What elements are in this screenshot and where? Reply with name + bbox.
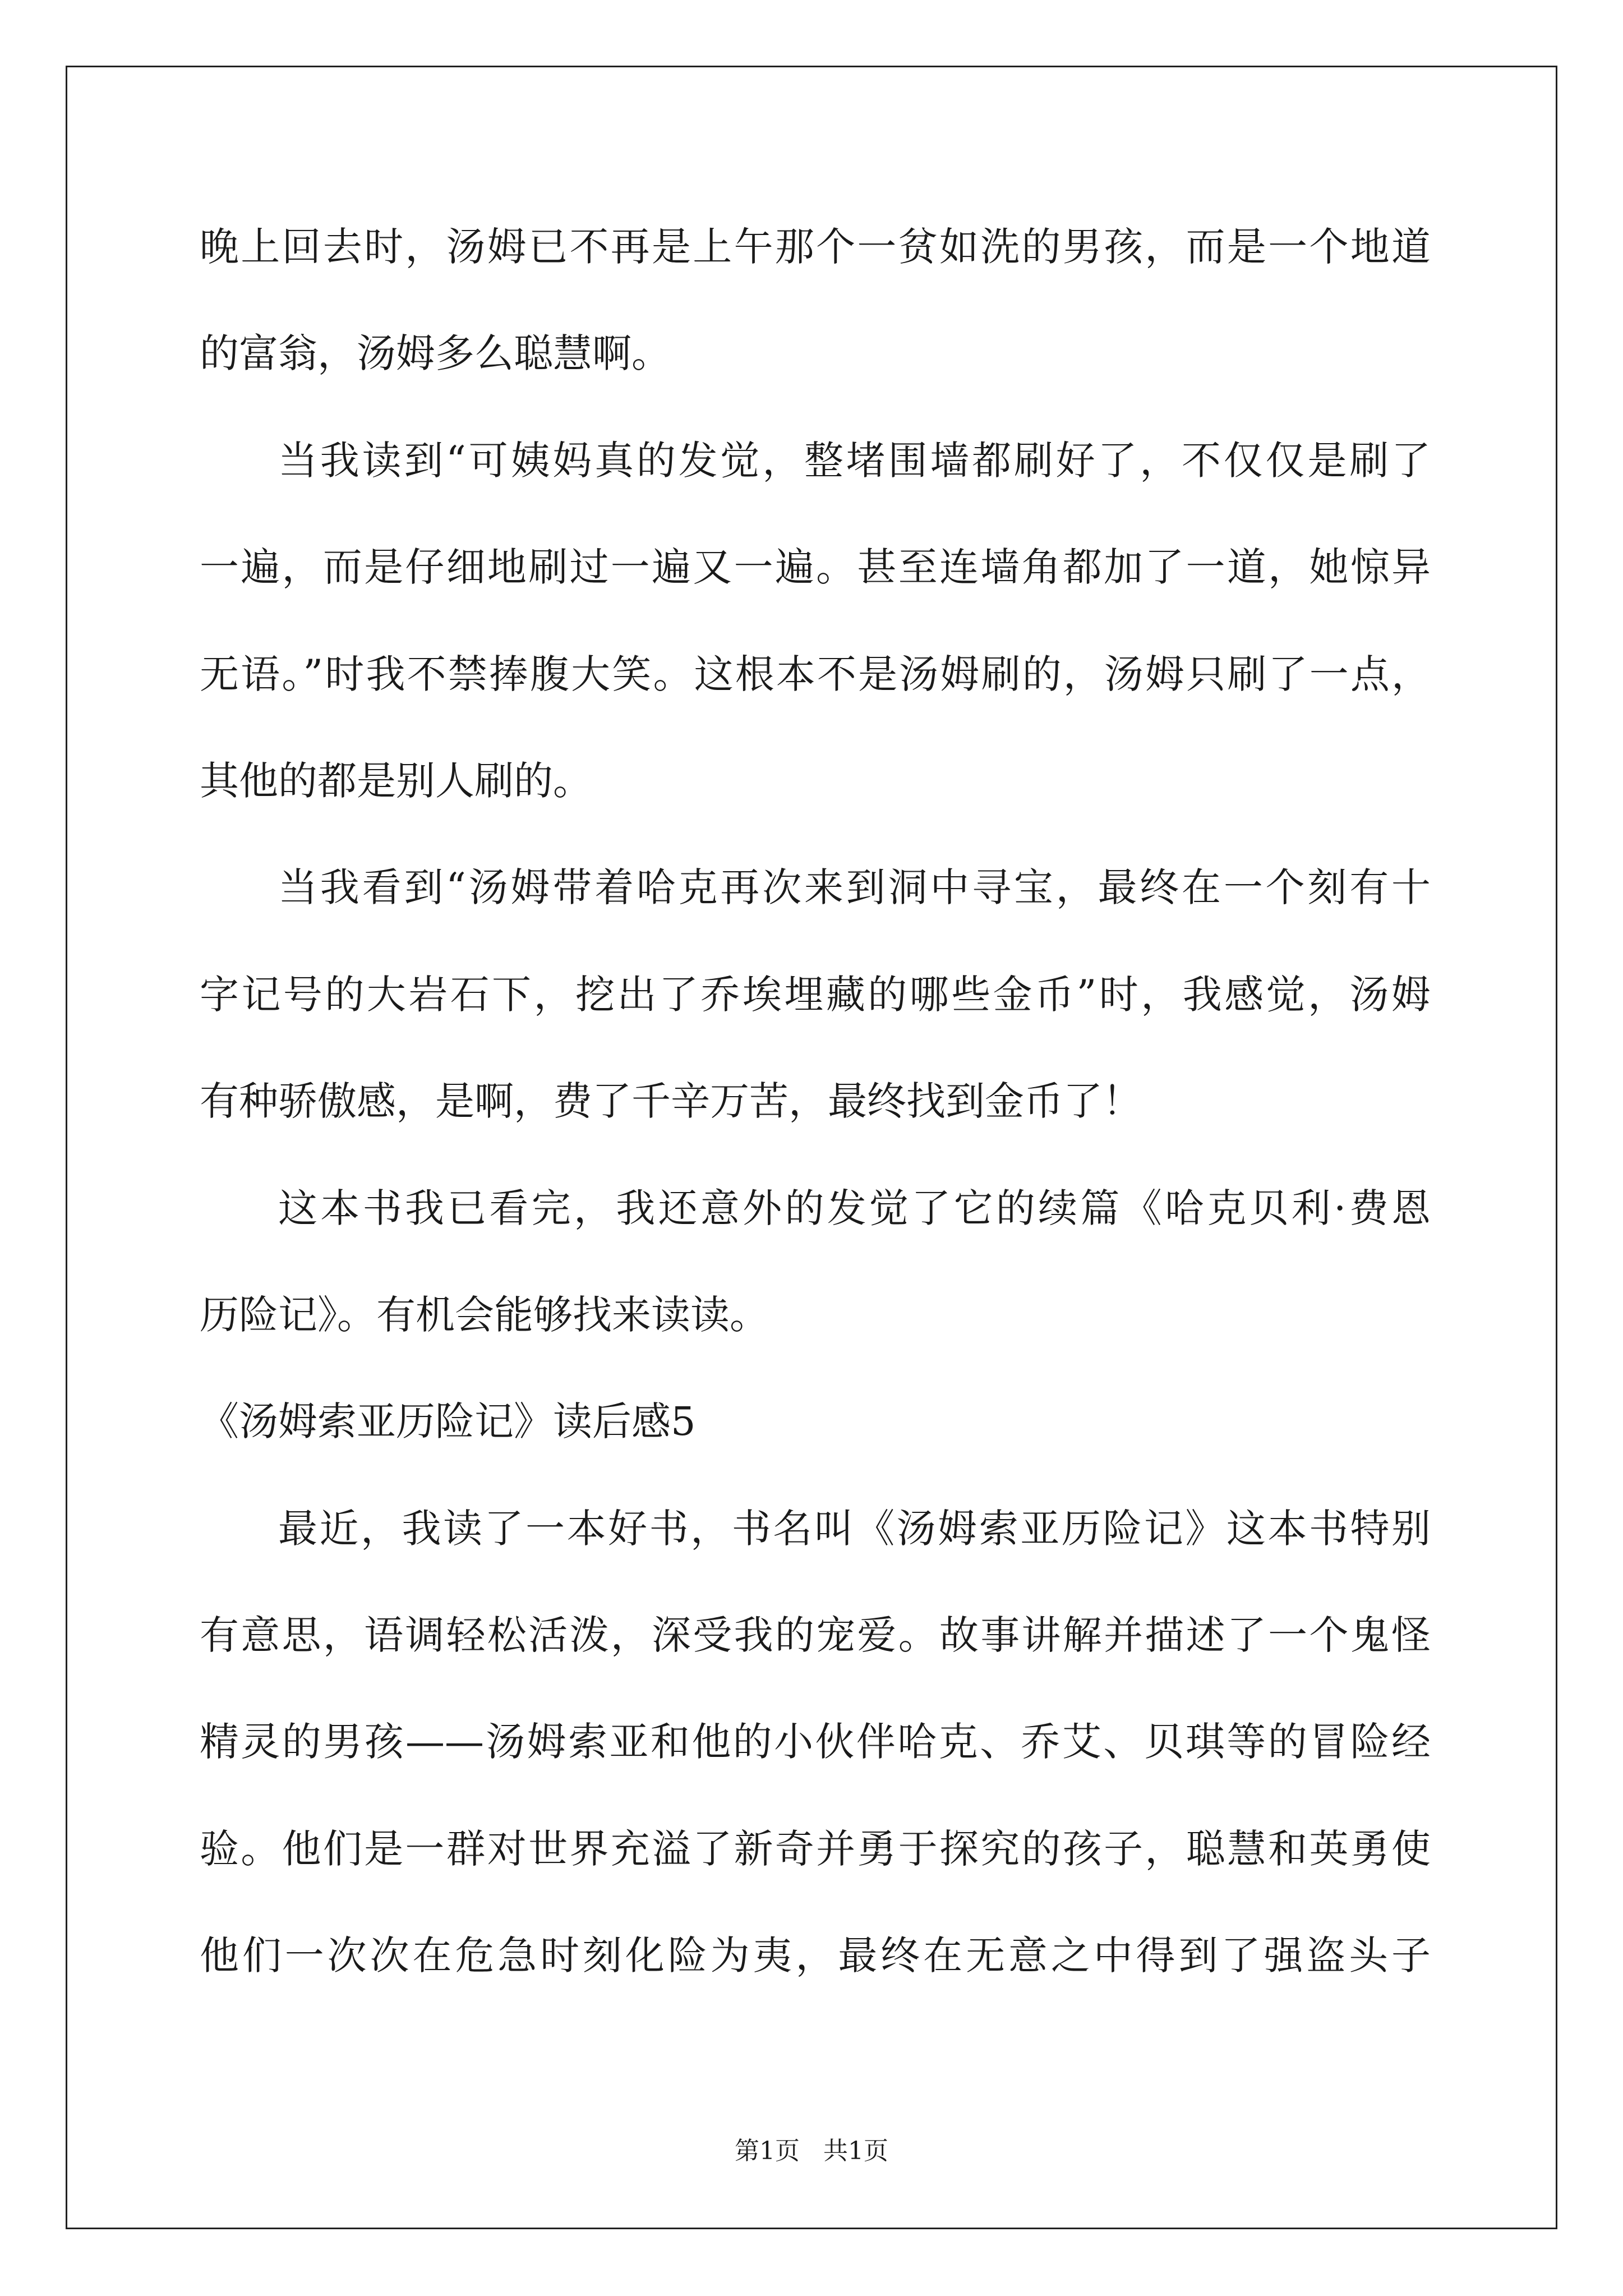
section-heading: 《汤姆索亚历险记》读后感5 — [200, 1398, 696, 1445]
text-line: 最近，我读了一本好书，书名叫《汤姆索亚历险记》这本书特别 — [278, 1505, 1431, 1552]
text-line: 的富翁，汤姆多么聪慧啊。 — [200, 330, 671, 377]
text-line: 有种骄傲感，是啊，费了千辛万苦，最终找到金币了！ — [200, 1078, 1142, 1125]
text-line: 当我读到“可姨妈真的发觉，整堵围墙都刷好了，不仅仅是刷了 — [278, 437, 1431, 484]
text-line: 有意思，语调轻松活泼，深受我的宠爱。故事讲解并描述了一个鬼怪 — [200, 1612, 1431, 1659]
text-line: 他们一次次在危急时刻化险为夷，最终在无意之中得到了强盗头子 — [200, 1932, 1431, 1979]
text-line: 这本书我已看完，我还意外的发觉了它的续篇《哈克贝利·费恩 — [278, 1185, 1431, 1231]
text-line: 当我看到“汤姆带着哈克再次来到洞中寻宝，最终在一个刻有十 — [278, 864, 1431, 911]
text-line: 验。他们是一群对世界充溢了新奇并勇于探究的孩子，聪慧和英勇使 — [200, 1825, 1431, 1872]
text-line: 历险记》。有机会能够找来读读。 — [200, 1291, 769, 1338]
text-line: 一遍，而是仔细地刷过一遍又一遍。甚至连墙角都加了一道，她惊异 — [200, 544, 1431, 591]
text-line: 其他的都是别人刷的。 — [200, 757, 592, 804]
page-footer: 第1页 共1页 — [735, 2137, 888, 2165]
text-line: 无语。”时我不禁捧腹大笑。这根本不是汤姆刷的，汤姆只刷了一点， — [200, 651, 1431, 697]
text-line: 晚上回去时，汤姆已不再是上午那个一贫如洗的男孩，而是一个地道 — [200, 224, 1431, 270]
text-line: 精灵的男孩——汤姆索亚和他的小伙伴哈克、乔艾、贝琪等的冒险经 — [200, 1719, 1431, 1765]
document-body — [200, 211, 1431, 2027]
text-line: 字记号的大岩石下，挖出了乔埃埋藏的哪些金币”时，我感觉，汤姆 — [200, 971, 1431, 1018]
